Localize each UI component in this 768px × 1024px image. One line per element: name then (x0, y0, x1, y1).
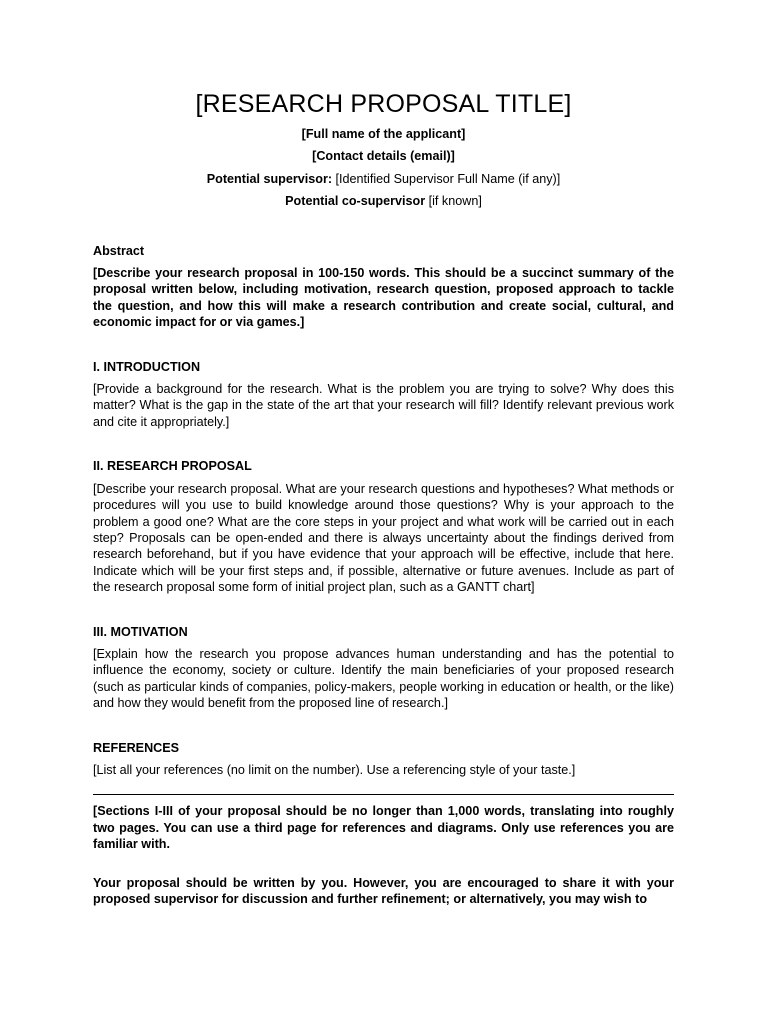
co-supervisor-label: Potential co-supervisor (285, 194, 426, 209)
proposal-title: [RESEARCH PROPOSAL TITLE] (195, 90, 572, 118)
supervisor-label: Potential supervisor: (206, 171, 333, 186)
length-note: [Sections I-III of your proposal should be no longer than 1,000 words, translating into roughly two pages. You can use a third page for references and diagrams. Only use references you are familiar with. (93, 804, 674, 852)
co-supervisor-value: [if known] (425, 194, 482, 209)
co-supervisor-line (93, 193, 674, 209)
motivation-heading: III. MOTIVATION (93, 624, 188, 639)
applicant-name: [Full name of the applicant] (301, 127, 466, 141)
supervisor-value: [Identified Supervisor Full Name (if any)] (332, 171, 561, 186)
supervisor-line (93, 171, 674, 187)
introduction-heading: I. INTRODUCTION (93, 359, 201, 374)
motivation-text: [Explain how the research you propose advances human understanding and has the potential to influence the economy, society or culture. Identify the main beneficiaries of your proposed research (such as particular kinds of companies, policy-makers, people working in education or health, or the like) and how they would benefit from the proposed line of research.] (93, 646, 674, 711)
abstract-heading: Abstract (93, 243, 145, 258)
motivation-section (93, 624, 674, 712)
abstract-section (93, 243, 674, 331)
research-proposal-section (93, 458, 674, 595)
introduction-section (93, 359, 674, 431)
contact-details: [Contact details (email)] (312, 149, 455, 164)
document-page (93, 88, 674, 929)
introduction-text: [Provide a background for the research. What is the problem you are trying to solve? Why does this matter? What is the gap in the state of the art that your research will fill? Identify relevant previous work and cite it appropriately.] (93, 382, 674, 429)
references-text: [List all your references (no limit on the number). Use a referencing style of your taste.] (93, 762, 576, 777)
abstract-text: [Describe your research proposal in 100-150 words. This should be a succinct summary of the proposal written below, including motivation, research question, proposed approach to tackle the question, and how this will make a research contribution and create social, cultural, and economic impact for or via games.] (93, 266, 674, 330)
authorship-note: Your proposal should be written by you. However, you are encouraged to share it with your proposed supervisor for discussion and further refinement; or alternatively, you may wish to (93, 875, 674, 906)
section-divider (93, 794, 674, 795)
references-section (93, 740, 674, 779)
references-heading: REFERENCES (93, 740, 180, 755)
research-proposal-heading: II. RESEARCH PROPOSAL (93, 459, 252, 474)
research-proposal-text: [Describe your research proposal. What are your research questions and hypotheses? What methods or procedures will you use to build knowledge around those questions? Why is your approach to the problem a good one? What are the core steps in your project and what work will be carried out in each step? Proposals can be open-ended and there is always uncertainty about the findings derived from research beforehand, but if you have evidence that your approach will be effective, include that here. Indicate which will be your first steps and, if possible, alternative or future avenues. Include as part of the research proposal some form of initial project plan, such as a GANTT chart] (93, 481, 674, 595)
